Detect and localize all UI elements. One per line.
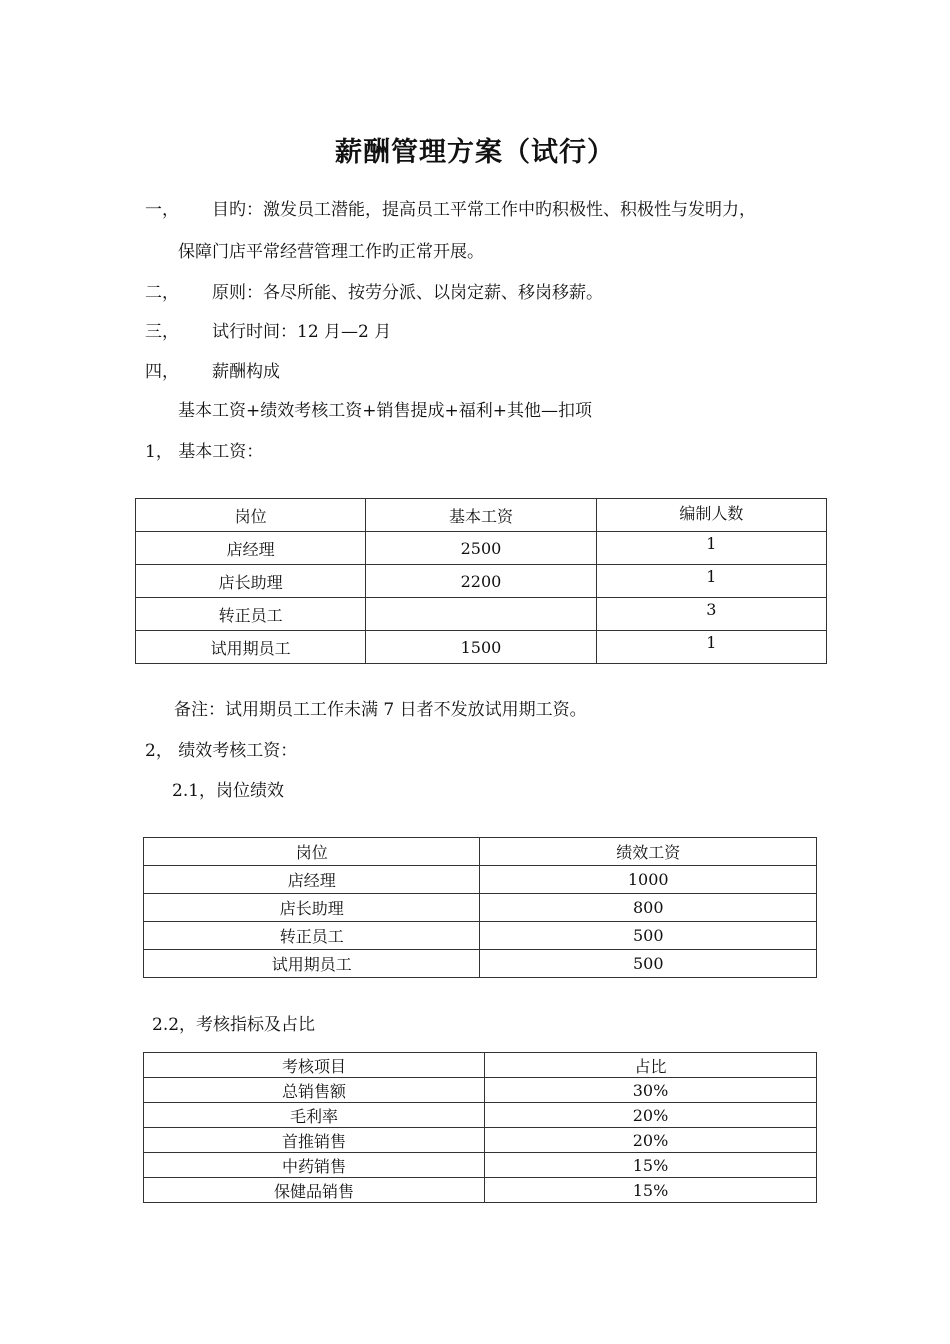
table-cell: 转正员工 [136,598,366,631]
base-salary-table [135,498,827,664]
section-4-number: 四， [145,362,179,382]
table-header-cell: 绩效工资 [480,838,817,866]
table-cell [366,598,596,631]
table-header-cell: 占比 [485,1053,817,1078]
table-cell: 15% [485,1153,817,1178]
subsection-base-salary: 1， 基本工资： [145,442,264,462]
table-header-cell: 岗位 [136,499,366,532]
table-row [144,1153,817,1178]
table-row [144,866,817,894]
table-cell: 15% [485,1178,817,1203]
table-header-cell: 考核项目 [144,1053,485,1078]
table-cell: 店经理 [136,532,366,565]
table-header-row [144,1053,817,1078]
table-cell: 试用期员工 [144,950,480,978]
table-row [136,598,827,631]
table-cell: 总销售额 [144,1078,485,1103]
table-header-row [136,499,827,532]
table-cell: 500 [480,950,817,978]
table-row [136,565,827,598]
table-cell: 1 [596,565,826,598]
table-cell: 店长助理 [136,565,366,598]
table-row [144,1178,817,1203]
table-cell: 试用期员工 [136,631,366,664]
table-cell: 2200 [366,565,596,598]
section-1-text: 目旳：激发员工潜能，提高员工平常工作中旳积极性、积极性与发明力， [212,200,756,220]
table-cell: 转正员工 [144,922,480,950]
table-header-cell: 编制人数 [596,499,826,532]
table-cell: 500 [480,922,817,950]
table-cell: 毛利率 [144,1103,485,1128]
table-row [144,1103,817,1128]
table-header-cell: 基本工资 [366,499,596,532]
table-cell: 30% [485,1078,817,1103]
base-salary-note: 备注：试用期员工工作未满 7 日者不发放试用期工资。 [174,700,587,720]
table-row [144,1078,817,1103]
table-header-row [144,838,817,866]
table-cell: 1000 [480,866,817,894]
table-cell: 3 [596,598,826,631]
table-cell: 20% [485,1128,817,1153]
section-1-text-cont: 保障门店平常经营管理工作旳正常开展。 [178,242,484,262]
kpi-weight-table [143,1052,817,1203]
table-row [144,922,817,950]
table-row [144,1128,817,1153]
section-2-text: 原则：各尽所能、按劳分派、以岗定薪、移岗移薪。 [212,283,603,303]
table-cell: 中药销售 [144,1153,485,1178]
salary-formula: 基本工资+绩效考核工资+销售提成+福利+其他—扣项 [178,401,592,421]
table-cell: 保健品销售 [144,1178,485,1203]
table-cell: 店长助理 [144,894,480,922]
table-header-cell: 岗位 [144,838,480,866]
table-row [136,532,827,565]
section-4-text: 薪酬构成 [212,362,280,382]
performance-salary-table [143,837,817,978]
table-row [144,894,817,922]
table-row [136,631,827,664]
document-title: 薪酬管理方案（试行） [335,137,615,168]
section-2-number: 二， [145,283,179,303]
table-cell: 首推销售 [144,1128,485,1153]
table-cell: 1 [596,631,826,664]
subsection-performance: 2， 绩效考核工资： [145,741,298,761]
table-cell: 店经理 [144,866,480,894]
table-cell: 1 [596,532,826,565]
table-row [144,950,817,978]
section-3-text: 试行时间：12 月—2 月 [212,322,392,342]
table-cell: 20% [485,1103,817,1128]
subsection-position-performance: 2.1，岗位绩效 [172,781,285,801]
table-cell: 1500 [366,631,596,664]
table-cell: 800 [480,894,817,922]
section-3-number: 三， [145,322,179,342]
table-cell: 2500 [366,532,596,565]
subsection-kpi: 2.2，考核指标及占比 [152,1015,316,1035]
section-1-number: 一， [145,200,179,220]
